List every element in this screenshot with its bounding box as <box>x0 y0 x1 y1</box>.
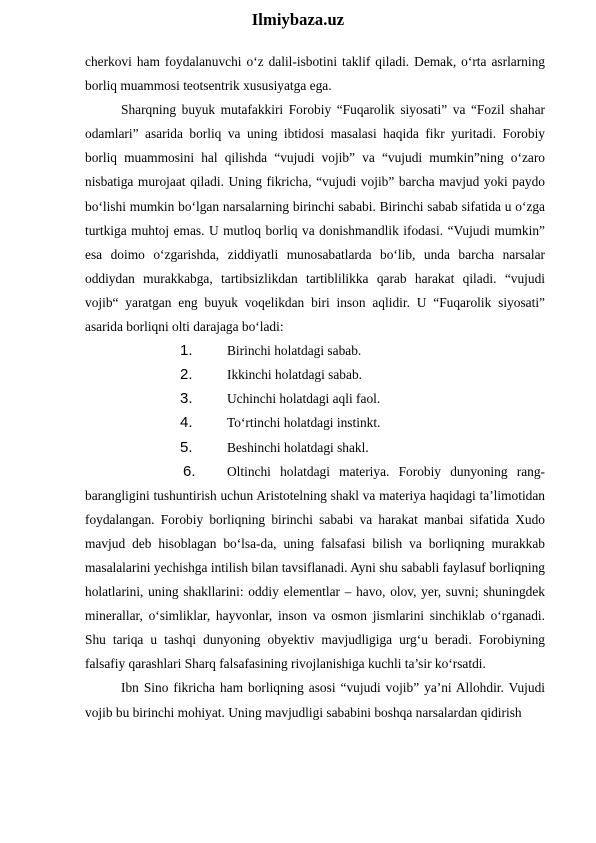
paragraph-farobi-continued: barangligini tushuntirish uchun Aristotelning shakl va materiya haqidagi ta’limotidan foydalangan. Forobiy borliqning birinchi sababi va harakat manbai sifatida Xudo mavjud deb hisoblagan bo‘lsa-da, uning falsafasi bilish va borliqning murakkab masalalarini yechishga intilish bilan tavsiflanadi. Ayni shu sababli faylasuf borliqning holatlarini, uning shakllarini: oddiy elementlar – havo, olov, yer, suvni; shuningdek minerallar, o‘simliklar, hayvonlar, inson va osmon jismlarini sinchiklab o‘rganadi. Shu tariqa u tashqi dunyoning obyektiv mavjudligiga urg‘u beradi. Forobiyning falsafiy qarashlari Sharq falsafasining rivojlanishiga kuchli ta’sir ko‘rsatdi. <box>85 487 545 672</box>
list-text: Beshinchi holatdagi shakl. <box>227 439 369 455</box>
list-number: 2. <box>180 366 193 384</box>
site-title: Ilmiybaza.uz <box>251 10 345 29</box>
document-body <box>85 50 545 725</box>
list-text: Oltinchi holatdagi materiya. Forobiy dunyoning rang- <box>227 463 545 479</box>
list-text: Ikkinchi holatdagi sabab. <box>227 367 362 383</box>
list-number: 4. <box>180 414 193 432</box>
list-item <box>85 363 545 387</box>
paragraph-continuation: cherkovi ham foydalanuvchi o‘z dalil-isbotini taklif qiladi. Demak, o‘rta asrlarning borliq muammosi teotsentrik xususiyatga ega. <box>85 54 545 94</box>
list-text: Uchinchi holatdagi aqli faol. <box>227 391 381 407</box>
list-number: 6. <box>183 462 196 480</box>
paragraph-farobi: Sharqning buyuk mutafakkiri Forobiy “Fuqarolik siyosati” va “Fozil shahar odamlari” asarida borliq va uning ibtidosi masalasi haqida fikr yuritadi. Forobiy borliq muammosini hal qilishda “vujudi vojib” va “vujudi mumkin”ning o‘zaro nisbatiga murojaat qiladi. Uning fikricha, “vujudi vojib” barcha mavjud yoki paydo bo‘lishi mumkin bo‘lgan narsalarning birinchi sababi. Birinchi sabab sifatida u o‘zga turtkiga muhtoj emas. U mutloq borliq va donishmandlik ifodasi. “Vujudi mumkin” esa doimo o‘zgarishda, ziddiyatli munosabatlarda bo‘lib, unda barcha narsalar oddiydan murakkabga, tartibsizlikdan tartiblilikka qarab harakat qiladi. “vujudi vojib“ yaratgan eng buyuk voqelikdan biri inson aqlidir. U “Fuqarolik siyosati” asarida borliqni olti darajaga bo‘ladi: <box>85 102 545 335</box>
list-text: To‘rtinchi holatdagi instinkt. <box>227 415 381 431</box>
list-number: 3. <box>180 390 193 408</box>
list-item <box>85 460 545 484</box>
list-item <box>85 387 545 411</box>
levels-of-being-list <box>85 339 545 484</box>
paragraph-ibn-sino: Ibn Sino fikricha ham borliqning asosi “vujudi vojib” ya’ni Allohdir. Vujudi vojib bu birinchi mohiyat. Uning mavjudligi sababini boshqa narsalardan qidirish <box>85 680 545 720</box>
list-item <box>85 436 545 460</box>
list-number: 1. <box>180 342 193 360</box>
list-item <box>85 339 545 363</box>
list-item <box>85 411 545 435</box>
list-text: Birinchi holatdagi sabab. <box>227 343 362 359</box>
list-number: 5. <box>180 438 193 456</box>
